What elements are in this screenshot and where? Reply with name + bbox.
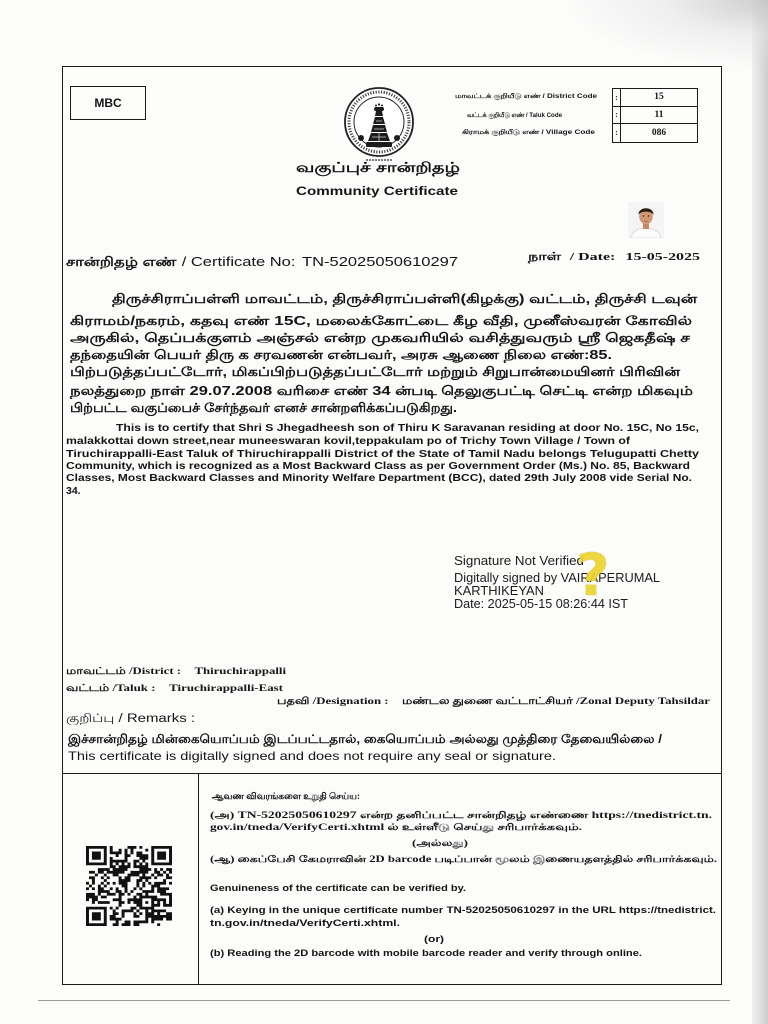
english-body-line: malakkottai down street,near muneeswaran kovil,teppakulam po of Trichy Town Village / Town of [66, 435, 630, 447]
page-title: Community Certificate [296, 184, 458, 198]
question-mark-icon: ? [576, 541, 610, 609]
taluk-code-row [613, 107, 697, 125]
paper-edge-shadow [752, 0, 768, 1024]
certificate-date: 15-05-2025 [625, 251, 700, 263]
certificate-number-label-tamil: சான்றிதழ் எண் [66, 255, 177, 269]
certificate-number: TN-52025050610297 [302, 255, 458, 269]
certificate-number-label: / Certificate No: [181, 255, 296, 269]
remarks-label: குறிப்பு / Remarks : [66, 713, 195, 725]
category-badge [70, 86, 146, 120]
district-code-row [613, 89, 697, 107]
applicant-photo [628, 202, 664, 238]
verification-option-b-tamil: (ஆ) கைப்பேசி கேமராவின் 2D barcode படிப்பான் மூலம் இணையதளத்தில் சரிபார்க்கவும். [210, 854, 717, 864]
taluk-code-value: 11 [654, 109, 664, 120]
page-bottom-rule [38, 1000, 730, 1001]
designation-label: பதவி /Designation : [277, 697, 389, 707]
page-title-tamil: வகுப்புச் சான்றிதழ் [296, 160, 460, 175]
tamil-nadu-emblem-icon [336, 86, 422, 164]
tamil-body-line: கிராமம்/நகரம், கதவு எண் 15C, மலைக்கோட்டை கீழ வீதி, முனீஸ்வரன் கோவில் [70, 314, 692, 328]
category-badge-text: MBC [94, 96, 122, 110]
verification-option-b: (b) Reading the 2D barcode with mobile barcode reader and verify through online. [210, 948, 642, 959]
certificate-date-line [528, 251, 700, 265]
district-label: மாவட்டம் /District : [66, 667, 182, 677]
district-code-label: மாவட்டக் குறியீடு எண் / District Code [455, 93, 597, 100]
village-code-value: 086 [651, 127, 667, 138]
qr-code [86, 846, 172, 926]
tamil-body-line: திருச்சிராப்பள்ளி மாவட்டம், திருச்சிராப்பள்ளி(கிழக்கு) வட்டம், திருச்சி டவுன் [112, 292, 697, 306]
date-label: / Date: [569, 251, 616, 263]
tamil-body-line: அருகில், தெப்பக்குளம் அஞ்சல் என்ற முகவரியில் வசித்துவரும் ஸ்ரீ ஜெகதீஷ் ச [70, 331, 690, 345]
english-body-line: Classes, Most Backward Classes and Minority Welfare Department (BCC), dated 29th July 2008 vide Serial No. [66, 472, 692, 484]
village-code-label: கிராமக் குறியீடு எண் / Village Code [462, 129, 595, 136]
verification-heading: Genuineness of the certificate can be verified by. [210, 883, 466, 894]
signature-date: Date: 2025-05-15 08:26:44 IST [454, 597, 628, 611]
verification-heading-tamil: ஆவண விவரங்களை உறுதி செய்ய: [212, 791, 360, 801]
code-separator: : [613, 107, 621, 124]
district-code-value: 15 [654, 92, 664, 103]
remarks-text: This certificate is digitally signed and does not require any seal or signature. [68, 749, 556, 763]
certificate-number-line [66, 255, 458, 269]
code-table [612, 88, 698, 143]
tamil-body-line: தந்தையின் பெயர் திரு க சரவணன் என்பவர், அரசு ஆணை நிலை எண்:85. [70, 348, 612, 362]
paper-corner-shadow [560, 0, 768, 70]
tamil-body-line: பிற்படுத்தப்பட்டோர், மிகப்பிற்படுத்தப்பட்டோர் மற்றும் சிறுபான்மையினர் பிரிவின் [70, 365, 680, 379]
code-separator: : [613, 89, 621, 106]
district-value: Thiruchirappalli [194, 667, 286, 677]
signature-status: Signature Not Verified [454, 554, 584, 568]
verification-or: (or) [424, 934, 444, 945]
verification-option-a-tamil: gov.in/tneda/VerifyCerti.xhtml ல் உள்ளீடு செய்து சரிபார்க்கவும். [210, 822, 582, 832]
verification-or-tamil: (அல்லது) [412, 838, 468, 848]
remarks-text-tamil: இச்சான்றிதழ் மின்கையொப்பம் இடப்பட்டதால், கையொப்பம் அல்லது முத்திரை தேவையில்லை / [68, 732, 662, 746]
footer-divider [62, 773, 722, 774]
signer-surname: KARTHIKEYAN [454, 584, 544, 598]
english-body-line: Tiruchirappalli-East Taluk of Thiruchirappalli District of the State of Tamil Nadu belongs Telugupatti Chetty [66, 448, 699, 460]
taluk-row [66, 683, 283, 695]
village-code-row [613, 124, 697, 142]
date-label-tamil: நாள் [528, 251, 561, 263]
code-separator: : [613, 124, 621, 142]
designation-value: மண்டல துணை வட்டாட்சியர் /Zonal Deputy Tahsildar [402, 697, 710, 707]
verification-option-a: (a) Keying in the unique certificate number TN-52025050610297 in the URL https://tnedistrict. [210, 905, 716, 916]
taluk-value: Tiruchirappalli-East [169, 684, 283, 694]
english-body-line: This is to certify that Shri S Jhegadheesh son of Thiru K Saravanan residing at door No. 15C, No 15c, [116, 422, 699, 434]
qr-modules [86, 846, 172, 926]
taluk-label: வட்டம் /Taluk : [66, 684, 156, 694]
qr-cell-divider [198, 773, 199, 984]
english-body-line: 34. [66, 485, 81, 497]
district-row [66, 666, 286, 678]
designation-row [277, 696, 710, 708]
verification-option-a-tamil: (அ) TN-52025050610297 என்ற தனிப்பட்ட சான்றிதழ் எண்ணை https://tnedistrict.tn. [210, 810, 712, 820]
verification-option-a: tn.gov.in/tneda/VerifyCerti.xhtml. [210, 918, 400, 929]
tamil-body-line: நலத்துறை நாள் 29.07.2008 வரிசை எண் 34 ன்படி தெலுகுபட்டி செட்டி என்ற மிகவும் [70, 384, 693, 398]
tamil-body-line: பிற்பட்ட வகுப்பைச் சேர்ந்தவர் எனச் சான்றளிக்கப்படுகிறது. [70, 401, 457, 415]
english-body-line: Community, which is recognized as a Most Backward Class as per Government Order (Ms.) No. 85, Backward [66, 460, 690, 472]
signed-by: Digitally signed by VAIRAPERUMAL [454, 571, 660, 585]
taluk-code-label: வட்டக் குறியீடு எண் / Taluk Code [467, 112, 562, 119]
